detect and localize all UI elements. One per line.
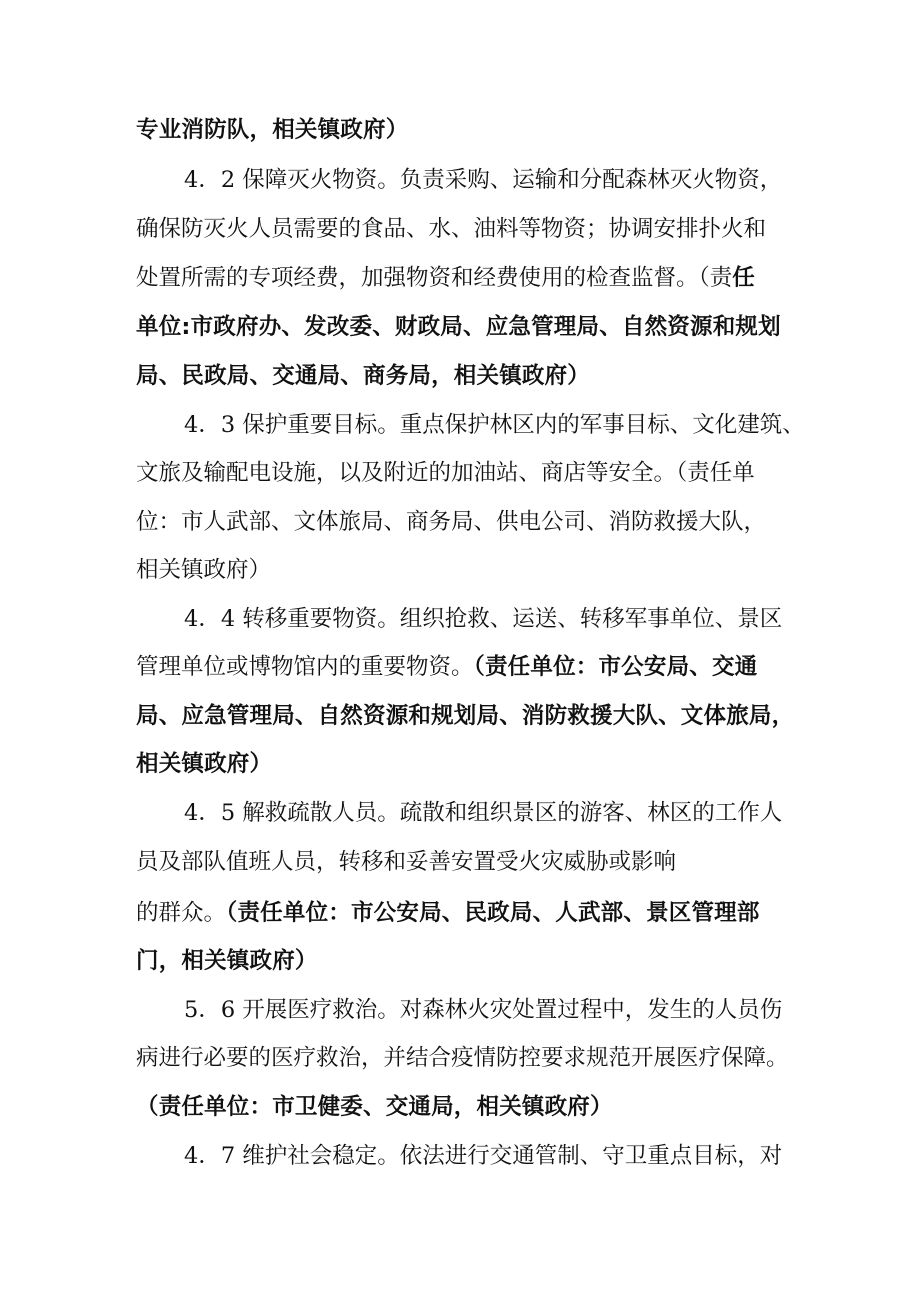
line-11-text: 4．4 转移重要物资。组织抢救、运送、转移军事单位、景区 bbox=[184, 606, 783, 632]
text-line-9 bbox=[136, 502, 766, 542]
text-line-13 bbox=[136, 696, 794, 736]
text-line-1 bbox=[136, 110, 408, 150]
line-9-text: 位：市人武部、文体旅局、商务局、供电公司、消防救援大队， bbox=[136, 509, 767, 535]
line-4-bold-text: 任 bbox=[732, 265, 755, 291]
line-21-bold-text: （责任单位：市卫健委、交通局，相关镇政府） bbox=[136, 1094, 613, 1120]
line-20-text: 病进行必要的医疗救治，并结合疫情防控要求规范开展医疗保障。 bbox=[136, 1045, 789, 1071]
text-line-15 bbox=[184, 793, 782, 833]
text-line-5 bbox=[136, 307, 781, 347]
text-line-7 bbox=[184, 405, 805, 445]
line-1-bold-text: 专业消防队，相关镇政府） bbox=[136, 117, 409, 143]
line-12-text: 管理单位或博物馆内的重要物资。 bbox=[136, 654, 474, 680]
text-line-2 bbox=[184, 160, 782, 200]
line-6-bold-text: 局、民政局、交通局、商务局，相关镇政府） bbox=[136, 363, 591, 389]
line-16-text: 员及部队值班人员，转移和妥善安置受火灾威胁或影响 bbox=[136, 849, 677, 875]
line-22-text: 4．7 维护社会稳定。依法进行交通管制、守卫重点目标，对 bbox=[184, 1143, 783, 1169]
line-8-text: 文旅及输配电设施，以及附近的加油站、商店等安全。（责任单 bbox=[136, 460, 755, 486]
text-line-19 bbox=[184, 990, 782, 1030]
line-4-text: 处置所需的专项经费，加强物资和经费使用的检查监督。（责 bbox=[136, 265, 733, 291]
line-19-text: 5．6 开展医疗救治。对森林火灾处置过程中，发生的人员伤 bbox=[184, 997, 783, 1023]
text-line-14 bbox=[136, 744, 272, 784]
line-12-bold-text: （责任单位：市公安局、交通 bbox=[473, 654, 758, 680]
line-10-text: 相关镇政府） bbox=[136, 557, 272, 583]
line-18-bold-text: 门，相关镇政府） bbox=[136, 948, 318, 974]
text-line-12 bbox=[136, 647, 757, 687]
line-17-text: 的群众。 bbox=[136, 900, 227, 926]
text-line-18 bbox=[136, 941, 318, 981]
text-line-6 bbox=[136, 356, 590, 396]
text-line-10 bbox=[136, 550, 271, 590]
line-3-text: 确保防灭火人员需要的食品、水、油料等物资；协调安排扑火和 bbox=[136, 216, 767, 242]
text-line-16 bbox=[136, 842, 676, 882]
text-line-4 bbox=[136, 258, 755, 298]
text-line-3 bbox=[136, 209, 766, 249]
line-14-bold-text: 相关镇政府） bbox=[136, 751, 273, 777]
line-7-text: 4．3 保护重要目标。重点保护林区内的军事目标、文化建筑、 bbox=[184, 412, 805, 438]
text-line-11 bbox=[184, 599, 782, 639]
text-line-20 bbox=[136, 1038, 789, 1078]
text-line-17 bbox=[136, 893, 760, 933]
line-2-text: 4．2 保障灭火物资。负责采购、运输和分配森林灭火物资， bbox=[184, 167, 783, 193]
line-17-bold-text: （责任单位：市公安局、民政局、人武部、景区管理部 bbox=[226, 900, 760, 926]
line-13-bold-text: 局、应急管理局、自然资源和规划局、消防救援大队、文体旅局， bbox=[136, 703, 795, 729]
text-line-22 bbox=[184, 1136, 782, 1176]
text-line-21 bbox=[136, 1087, 613, 1127]
line-5-bold-text: 单位:市政府办、发改委、财政局、应急管理局、自然资源和规划 bbox=[136, 314, 781, 340]
text-line-8 bbox=[136, 453, 755, 493]
line-15-text: 4．5 解救疏散人员。疏散和组织景区的游客、林区的工作人 bbox=[184, 800, 783, 826]
